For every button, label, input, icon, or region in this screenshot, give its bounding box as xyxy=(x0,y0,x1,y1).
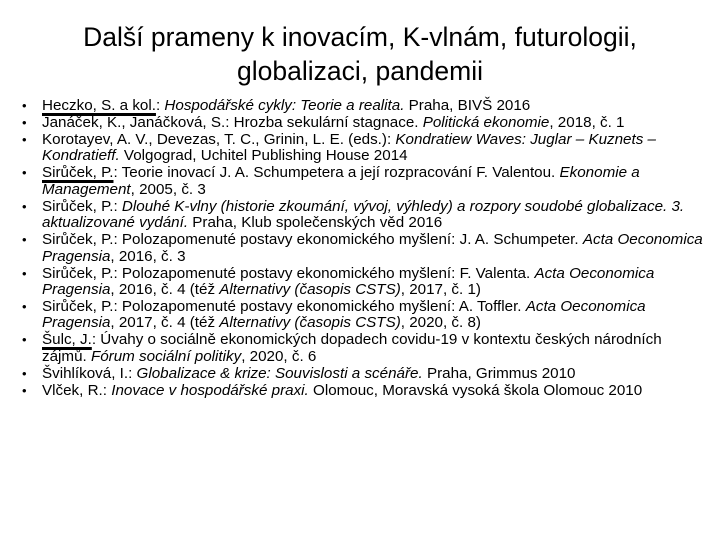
reference-title-italic: Acta Oeconomica Pragensia xyxy=(42,231,703,265)
reference-text: Sirůček, P.: xyxy=(42,197,122,215)
title-line-2: globalizaci, pandemii xyxy=(236,56,483,86)
reference-title-italic: Politická ekonomie xyxy=(422,114,550,131)
reference-item xyxy=(0,132,720,165)
reference-item xyxy=(0,383,720,399)
reference-text: Sirůček, P.: Polozapomenuté postavy ekonomického myšlení: J. A. Schumpeter. xyxy=(42,231,583,249)
reference-text: Praha, Klub společenských věd 2016 xyxy=(188,214,443,232)
reference-text: Sirůček, P.: Polozapomenuté postavy ekonomického myšlení: F. Valenta. xyxy=(42,264,535,282)
reference-text: Korotayev, A. V., Devezas, T. C., Grinin, L. E. (eds.): xyxy=(42,131,396,148)
reference-author-marked: Heczko, S. a kol. xyxy=(42,97,156,114)
bullet-icon: • xyxy=(22,232,27,248)
bullet-icon: • xyxy=(22,198,27,214)
reference-text: Švihlíková, I.: xyxy=(42,364,137,382)
bullet-icon: • xyxy=(22,115,27,130)
reference-text: Olomouc, Moravská vysoká škola Olomouc 2010 xyxy=(308,381,643,399)
reference-title-italic: Alternativy (časopis CSTS) xyxy=(219,281,401,299)
reference-title-italic: Ekonomie a Management xyxy=(42,164,640,198)
reference-author-marked: Šulc, J. xyxy=(42,331,92,349)
reference-title-italic: Globalizace & krize: Souvislosti a scénáře. xyxy=(136,364,423,382)
reference-title-italic: Dlouhé K-vlny (historie zkoumání, vývoj, výhledy) a rozpory soudobé globalizace. 3. aktualizované vydání. xyxy=(42,197,685,232)
reference-text: , 2016, č. 4 (též xyxy=(110,281,220,299)
reference-title-italic: Acta Oeconomica Pragensia xyxy=(42,298,646,332)
reference-text: , 2018, č. 1 xyxy=(549,114,625,131)
reference-text: Janáček, K., Janáčková, S.: Hrozba sekulární stagnace. xyxy=(42,114,423,131)
reference-item xyxy=(0,199,720,232)
reference-text: , 2016, č. 3 xyxy=(110,247,186,265)
reference-text: Praha, BIVŠ 2016 xyxy=(404,97,531,114)
reference-item xyxy=(0,115,720,131)
bullet-icon: • xyxy=(22,265,27,281)
reference-text: Vlček, R.: xyxy=(42,381,112,399)
bullet-icon: • xyxy=(22,299,27,315)
reference-title-italic: Acta Oeconomica Pragensia xyxy=(42,264,655,299)
bullet-icon: • xyxy=(22,98,27,113)
reference-text: Volgograd, Uchitel Publishing House 2014 xyxy=(119,147,408,165)
reference-title-italic: Kondratiew Waves: Juglar – Kuznets – Kondratieff. xyxy=(42,131,656,165)
reference-title-italic: Fórum sociální politiky xyxy=(90,347,242,365)
reference-item xyxy=(0,165,720,198)
bullet-icon: • xyxy=(22,382,27,398)
reference-item xyxy=(0,299,720,332)
bullet-icon: • xyxy=(22,132,27,147)
reference-author-marked: Sirůček, P. xyxy=(42,164,114,182)
bullet-icon: • xyxy=(22,332,27,348)
bullet-icon: • xyxy=(22,165,27,181)
reference-item xyxy=(0,332,720,365)
bullet-icon: • xyxy=(22,365,27,381)
slide-title xyxy=(30,20,690,88)
reference-title-italic: Alternativy (časopis CSTS) xyxy=(219,314,401,332)
reference-text: , 2020, č. 8) xyxy=(400,314,481,332)
reference-text: , 2020, č. 6 xyxy=(241,347,317,365)
reference-item xyxy=(0,232,720,265)
reference-text: , 2017, č. 1) xyxy=(400,281,481,299)
reference-text: Praha, Grimmus 2010 xyxy=(422,364,576,382)
reference-text: : xyxy=(155,97,165,114)
reference-text: Sirůček, P.: Polozapomenuté postavy ekonomického myšlení: A. Toffler. xyxy=(42,298,526,316)
title-line-1: Další prameny k inovacím, K-vlnám, futurologii, xyxy=(83,22,637,52)
reference-title-italic: Hospodářské cykly: Teorie a realita. xyxy=(164,97,405,114)
reference-item xyxy=(0,266,720,299)
reference-list xyxy=(0,98,720,400)
reference-text: , 2017, č. 4 (též xyxy=(110,314,220,332)
reference-text: : Teorie inovací J. A. Schumpetera a její rozpracování F. Valentou. xyxy=(113,164,560,182)
reference-title-italic: Inovace v hospodářské praxi. xyxy=(111,381,309,399)
reference-text: , 2005, č. 3 xyxy=(130,180,206,198)
reference-item xyxy=(0,98,720,114)
reference-text: : Úvahy o sociálně ekonomických dopadech covidu-19 v kontextu českých národních zájmů. xyxy=(42,331,662,365)
reference-item xyxy=(0,366,720,382)
